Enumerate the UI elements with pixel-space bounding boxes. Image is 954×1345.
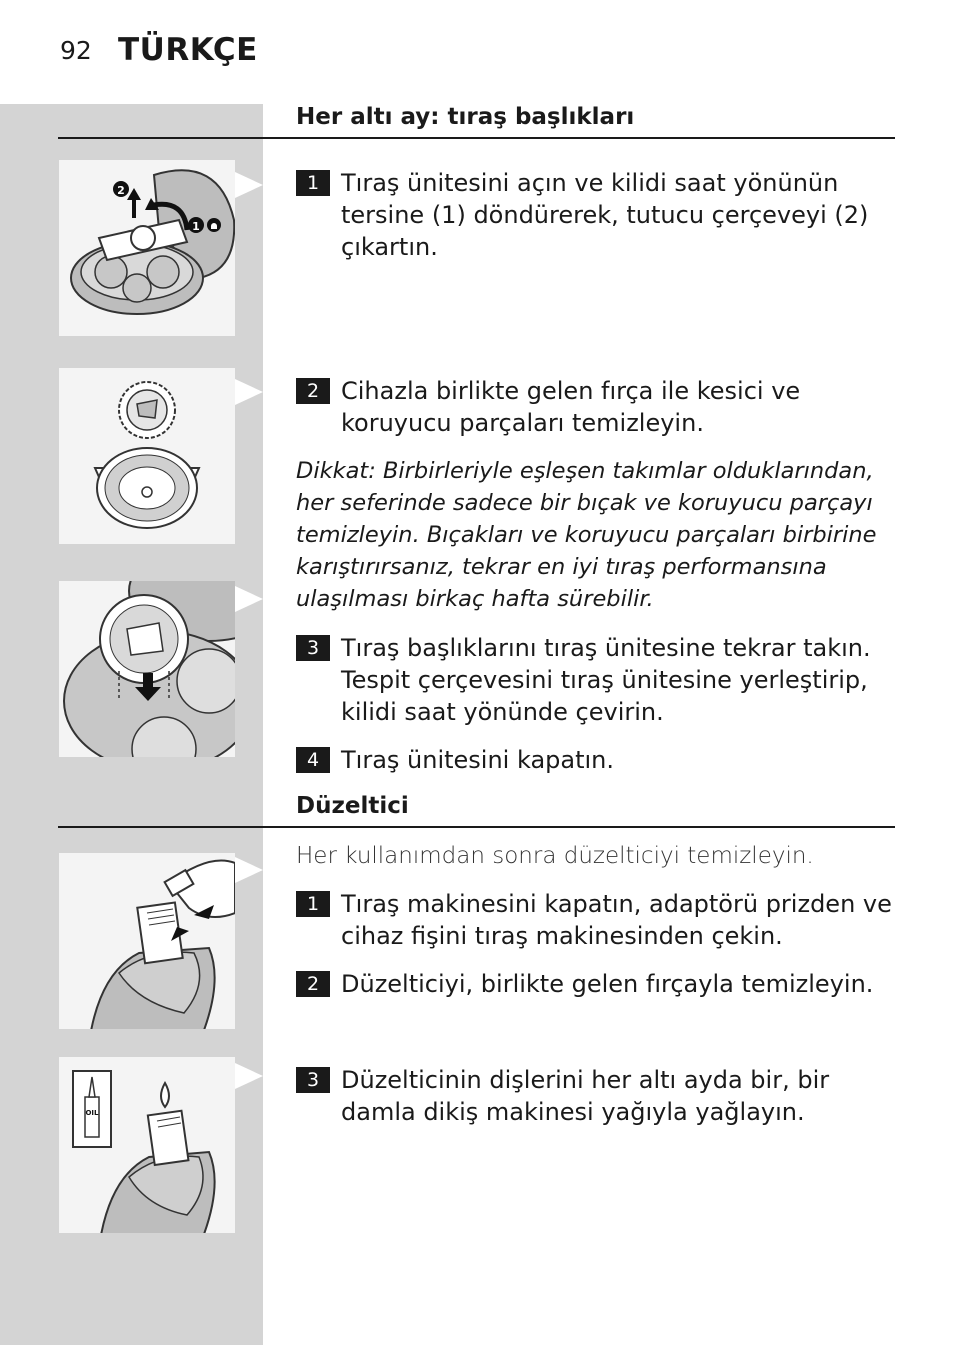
section-divider xyxy=(58,137,895,139)
illustration-pointer xyxy=(235,1063,263,1089)
illustration-pointer xyxy=(235,857,263,883)
marker-2-label: 2 xyxy=(117,184,125,197)
step-number: 4 xyxy=(296,747,330,773)
section-heading-trimmer: Düzeltici xyxy=(296,793,409,819)
step-number: 2 xyxy=(296,378,330,404)
page-number: 92 xyxy=(60,36,92,65)
step-text: Düzelticiyi, birlikte gelen fırçayla temizleyin. xyxy=(341,970,874,998)
illustration-brush-trimmer xyxy=(59,853,235,1029)
trimmer-step-3-oil xyxy=(296,1064,894,1128)
step-text: Tıraş makinesini kapatın, adaptörü prizden ve cihaz fişini tıraş makinesinden çekin. xyxy=(341,890,892,950)
trimmer-intro: Her kullanımdan sonra düzelticiyi temizleyin. xyxy=(296,843,814,869)
illustration-pointer xyxy=(235,379,263,405)
step-3-reinsert xyxy=(296,632,894,728)
caution-note: Dikkat: Birbirleriyle eşleşen takımlar olduklarından, her seferinde sadece bir bıçak ve koruyucu parçayı temizleyin. Bıçakları ve koruyucu parçaları birbirine karıştırırsanız, tekrar en iyi tıraş performansına ulaşılması birkaç hafta sürebilir. xyxy=(296,458,877,612)
step-text: Tıraş ünitesini açın ve kilidi saat yönünün tersine (1) döndürerek, tutucu çerçeveyi (2) çıkartın. xyxy=(341,169,869,261)
section-heading-shaving-heads: Her altı ay: tıraş başlıkları xyxy=(296,104,635,130)
step-text: Düzelticinin dişlerini her altı ayda bir, bir damla dikiş makinesi yağıyla yağlayın. xyxy=(341,1066,830,1126)
step-number: 3 xyxy=(296,1067,330,1093)
step-text: Cihazla birlikte gelen fırça ile kesici ve koruyucu parçaları temizleyin. xyxy=(341,377,801,437)
oil-label: OIL xyxy=(85,1109,99,1117)
illustration-cutter-guard xyxy=(59,368,235,544)
step-number: 1 xyxy=(296,891,330,917)
language-title: TÜRKÇE xyxy=(118,32,258,68)
step-2-clean-parts xyxy=(296,375,894,439)
illustration-oil-trimmer xyxy=(59,1057,235,1233)
trimmer-step-1-unplug xyxy=(296,888,894,952)
illustration-reinsert-head xyxy=(59,581,235,757)
illustration-pointer xyxy=(235,586,263,612)
step-1-open-unit xyxy=(296,167,894,263)
trimmer-step-2-brush xyxy=(296,968,894,1000)
step-number: 3 xyxy=(296,635,330,661)
section-divider xyxy=(58,826,895,828)
step-4-close-unit xyxy=(296,744,894,776)
step-text: Tıraş başlıklarını tıraş ünitesine tekrar takın. Tespit çerçevesini tıraş ünitesine yerleştirip, kilidi saat yönünde çevirin. xyxy=(341,634,871,726)
illustration-remove-frame xyxy=(59,160,235,336)
illustration-pointer xyxy=(235,172,263,198)
step-text: Tıraş ünitesini kapatın. xyxy=(341,746,615,774)
step-number: 1 xyxy=(296,170,330,196)
step-number: 2 xyxy=(296,971,330,997)
marker-1-label: 1 xyxy=(192,220,200,233)
